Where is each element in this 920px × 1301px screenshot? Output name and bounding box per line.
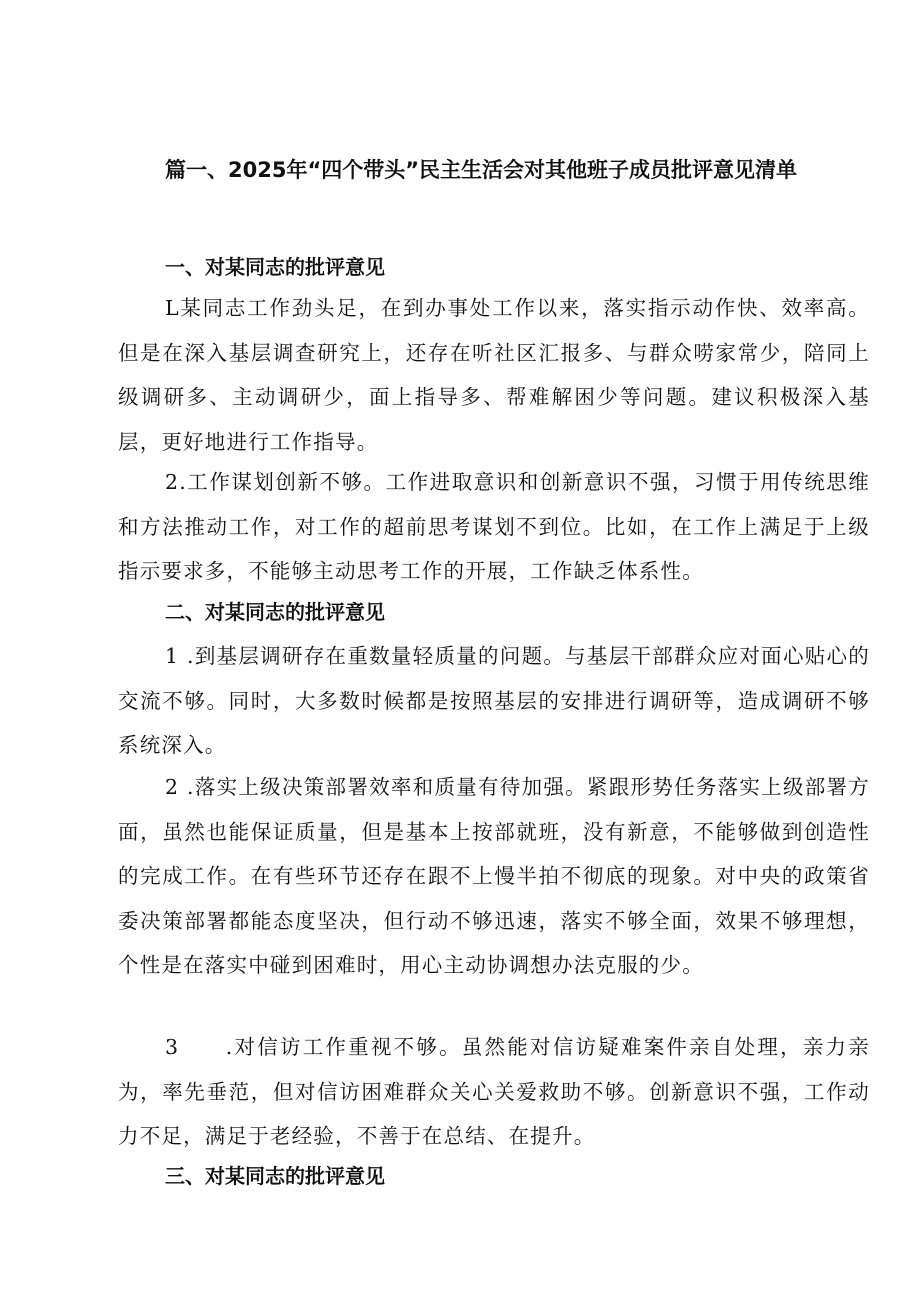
paragraph: 2.工作谋划创新不够。工作进取意识和创新意识不强，习惯于用传统思维和方法推动工作，对工作的超前思考谋划不到位。比如，在工作上满足于上级指示要求多，不能够主动思考工作的开展，工作缺乏体系性。 (118, 470, 870, 583)
paragraph: 3 .对信访工作重视不够。虽然能对信访疑难案件亲自处理，亲力亲为，率先垂范，但对信访困难群众关心关爱救助不够。创新意识不强，工作动力不足，满足于老经验，不善于在总结、在提升。 (118, 1035, 870, 1148)
paragraph: 2 .落实上级决策部署效率和质量有待加强。紧跟形势任务落实上级部署方面，虽然也能保证质量，但是基本上按部就班，没有新意，不能够做到创造性的完成工作。在有些环节还存在跟不上慢半拍不彻底的现象。对中央的政策省委决策部署都能态度坚决，但行动不够迅速，落实不够全面，效果不够理想，个性是在落实中碰到困难时，用心主动协调想办法克服的少。 (118, 775, 870, 977)
section-heading-3: 三、对某同志的批评意见 (165, 1164, 385, 1188)
section-heading-1: 一、对某同志的批评意见 (165, 255, 385, 279)
section-heading-2: 二、对某同志的批评意见 (165, 600, 385, 624)
paragraph: L某同志工作劲头足，在到办事处工作以来，落实指示动作快、效率高。但是在深入基层调查研究上，还存在听社区汇报多、与群众唠家常少，陪同上级调研多、主动调研少，面上指导多、帮难解困少等问题。建议积极深入基层，更好地进行工作指导。 (118, 296, 870, 454)
document-title: 篇一、2025年“四个带头”民主生活会对其他班子成员批评意见清单 (165, 158, 798, 182)
paragraph: 1 .到基层调研存在重数量轻质量的问题。与基层干部群众应对面心贴心的交流不够。同时，大多数时候都是按照基层的安排进行调研等，造成调研不够系统深入。 (118, 644, 870, 757)
